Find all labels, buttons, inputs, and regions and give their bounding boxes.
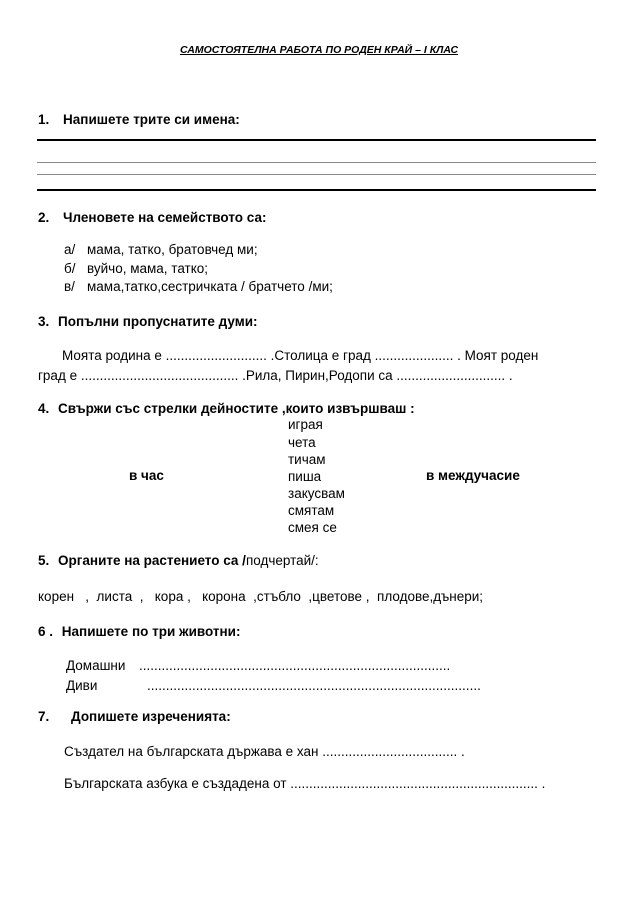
question-number: 6 . xyxy=(38,624,54,639)
option-c xyxy=(64,279,333,294)
page-title: САМОСТОЯТЕЛНА РАБОТА ПО РОДЕН КРАЙ – I КЛАС xyxy=(179,44,459,56)
column-label-break: в междучасие xyxy=(426,468,520,483)
activity-item: смея се xyxy=(288,520,337,535)
question-text: Допишете изреченията: xyxy=(71,709,231,724)
question-number: 4. xyxy=(38,401,50,416)
sentence-2: Българската азбука е създадена от .................................................................. . xyxy=(64,776,546,791)
question-7 xyxy=(38,709,231,724)
fill-in-line-1: Моята родина е ........................... .Столица е град ..................... . Моят роден xyxy=(62,348,539,363)
plant-parts-list: корен , листа , кора , корона ,стъбло ,цветове , плодове,дънери; xyxy=(38,589,484,604)
question-1 xyxy=(38,112,240,127)
activity-item: закусвам xyxy=(288,486,345,501)
question-text: Органите на растението са / xyxy=(58,553,246,568)
question-text: Напишете трите си имена: xyxy=(63,112,240,127)
option-a xyxy=(64,242,258,257)
question-instruction: подчертай/: xyxy=(245,553,319,568)
activity-item: тичам xyxy=(288,452,326,467)
answer-line xyxy=(37,174,596,175)
option-text: мама,татко,сестричката / братчето /ми; xyxy=(87,279,333,294)
row-blank: ................................................................................... xyxy=(139,658,451,673)
activity-item: играя xyxy=(288,417,323,432)
activity-item: чета xyxy=(288,435,316,450)
option-label: в/ xyxy=(64,279,75,294)
question-4 xyxy=(38,401,415,416)
fill-in-line-2: град е .......................................... .Рила, Пирин,Родопи са ............................. . xyxy=(38,368,513,383)
question-number: 1. xyxy=(38,112,50,127)
domestic-animals-row xyxy=(66,658,450,673)
option-text: вуйчо, мама, татко; xyxy=(87,261,209,276)
option-text: мама, татко, братовчед ми; xyxy=(87,242,258,257)
answer-line xyxy=(37,162,596,163)
question-text: Напишете по три животни: xyxy=(61,624,241,639)
answer-line xyxy=(37,189,596,191)
option-label: а/ xyxy=(64,242,76,257)
activity-item: пиша xyxy=(288,469,322,484)
answer-line xyxy=(37,139,596,141)
wild-animals-row xyxy=(66,678,481,693)
question-text: Членовете на семейството са: xyxy=(63,210,267,225)
question-text: Попълни пропуснатите думи: xyxy=(58,314,258,329)
sentence-1: Създател на българската държава е хан .................................... . xyxy=(64,744,465,759)
row-blank: ......................................................................................... xyxy=(147,678,481,693)
option-label: б/ xyxy=(64,261,76,276)
row-label: Домашни xyxy=(66,658,126,673)
row-label: Диви xyxy=(66,678,98,693)
activity-item: смятам xyxy=(288,503,335,518)
question-6 xyxy=(38,624,240,639)
question-3 xyxy=(38,314,258,329)
question-number: 7. xyxy=(38,709,50,724)
column-label-in-class: в час xyxy=(129,468,164,483)
question-2 xyxy=(38,210,266,225)
question-text: Свържи със стрелки дейностите ,които извършваш : xyxy=(58,401,415,416)
question-5 xyxy=(38,553,319,568)
question-number: 3. xyxy=(38,314,50,329)
question-number: 5. xyxy=(38,553,50,568)
question-number: 2. xyxy=(38,210,50,225)
option-b xyxy=(64,261,208,276)
